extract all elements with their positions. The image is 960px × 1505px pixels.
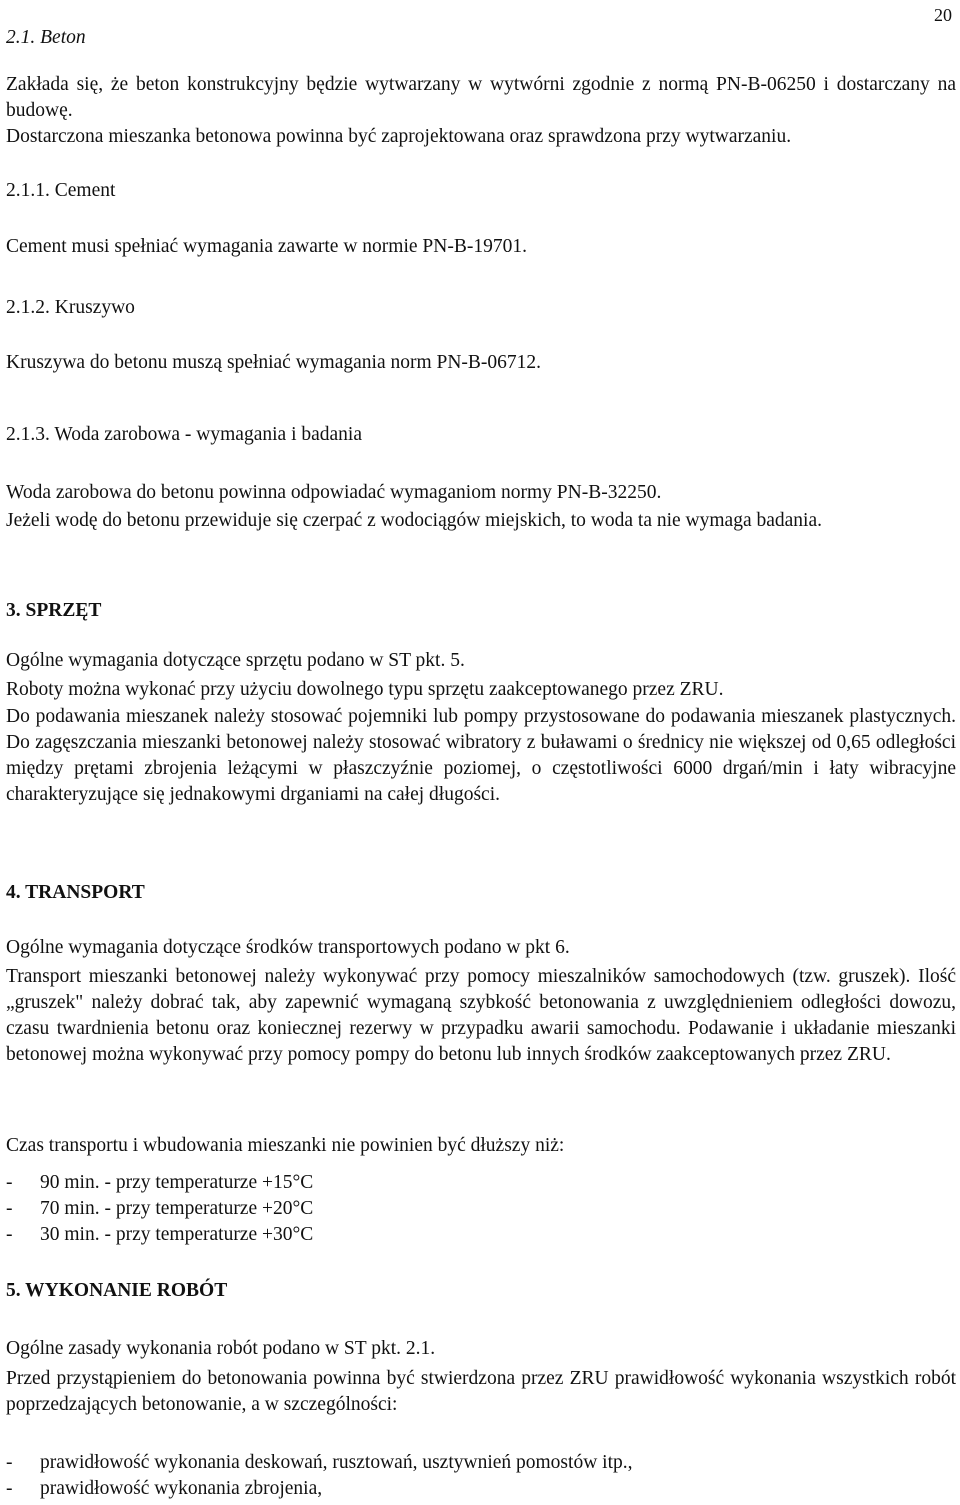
section-2-1-title: 2.1. Beton (6, 27, 86, 48)
list-dash: - (6, 1452, 13, 1473)
pre-concreting-checks-list (6, 1450, 956, 1502)
list-item (6, 1222, 956, 1248)
transport-time-list (6, 1170, 956, 1248)
list-dash: - (6, 1172, 13, 1193)
section-3-paragraph-3: Do podawania mieszanek należy stosować pojemniki lub pompy przystosowane do podawania mieszanek plastycznych. Do zagęszczania mieszanki betonowej należy stosować wibratory z buławami o średnicy nie większej od 0,65 odległości między prętami zbrojenia leżącymi w płaszczyźnie poziomej, o częstotliwości 6000 drgań/min i łaty wibracyjne charakteryzujące się jednakowymi drganiami na całej długości. (6, 706, 956, 805)
section-4-title: 4. TRANSPORT (6, 882, 145, 903)
list-dash: - (6, 1198, 13, 1219)
section-2-1-1-title: 2.1.1. Cement (6, 180, 116, 201)
list-item (6, 1476, 956, 1502)
section-2-1-3-paragraph: Woda zarobowa do betonu powinna odpowiadać wymaganiom normy PN-B-32250. (6, 482, 662, 503)
list-item-text: 30 min. - przy temperaturze +30°C (40, 1224, 314, 1245)
section-2-1-3-title: 2.1.3. Woda zarobowa - wymagania i badania (6, 424, 362, 445)
section-3-title: 3. SPRZĘT (6, 600, 102, 621)
section-2-1-paragraph: Zakłada się, że beton konstrukcyjny będzie wytwarzany w wytwórni zgodnie z normą PN-B-06250 i dostarczany na budowę. (6, 74, 956, 121)
list-dash: - (6, 1478, 13, 1499)
section-5-paragraph-1: Ogólne zasady wykonania robót podano w ST pkt. 2.1. (6, 1338, 436, 1359)
section-2-1-paragraph-2: Dostarczona mieszanka betonowa powinna być zaprojektowana oraz sprawdzona przy wytwarzaniu. (6, 126, 792, 147)
list-item (6, 1170, 956, 1196)
section-5-title: 5. WYKONANIE ROBÓT (6, 1280, 228, 1301)
section-2-1-1-paragraph: Cement musi spełniać wymagania zawarte w normie PN-B-19701. (6, 236, 527, 257)
section-4-paragraph-2: Transport mieszanki betonowej należy wykonywać przy pomocy mieszalników samochodowych (tzw. gruszek). Ilość „gruszek" należy dobrać tak, aby zapewnić wymaganą szybkość betonowania z uwzględnieniem odległości dowozu, czasu twardnienia betonu oraz koniecznej rezerwy w przypadku awarii samochodu. Podawanie i układanie mieszanki betonowej można wykonywać przy pomocy pompy do betonu lub innych środków zaakceptowanych przez ZRU. (6, 966, 956, 1065)
section-3-paragraph-1: Ogólne wymagania dotyczące sprzętu podano w ST pkt. 5. (6, 650, 465, 671)
list-item (6, 1196, 956, 1222)
section-3-paragraph-2: Roboty można wykonać przy użyciu dowolnego typu sprzętu zaakceptowanego przez ZRU. (6, 679, 724, 700)
section-4-paragraph-3: Czas transportu i wbudowania mieszanki nie powinien być dłuższy niż: (6, 1135, 565, 1156)
section-4-paragraph-1: Ogólne wymagania dotyczące środków transportowych podano w pkt 6. (6, 937, 570, 958)
section-2-1-3-paragraph-2: Jeżeli wodę do betonu przewiduje się czerpać z wodociągów miejskich, to woda ta nie wymaga badania. (6, 510, 822, 531)
list-item-text: 70 min. - przy temperaturze +20°C (40, 1198, 314, 1219)
list-dash: - (6, 1224, 13, 1245)
page-number: 20 (934, 5, 952, 25)
section-2-1-2-title: 2.1.2. Kruszywo (6, 297, 135, 318)
list-item-text: 90 min. - przy temperaturze +15°C (40, 1172, 314, 1193)
list-item-text: prawidłowość wykonania zbrojenia, (40, 1478, 323, 1499)
section-2-1-2-paragraph: Kruszywa do betonu muszą spełniać wymagania norm PN-B-06712. (6, 352, 542, 373)
list-item (6, 1450, 956, 1476)
list-item-text: prawidłowość wykonania deskowań, rusztowań, usztywnień pomostów itp., (40, 1452, 633, 1473)
section-5-paragraph-2: Przed przystąpieniem do betonowania powinna być stwierdzona przez ZRU prawidłowość wykonania wszystkich robót poprzedzających betonowanie, a w szczególności: (6, 1368, 956, 1415)
